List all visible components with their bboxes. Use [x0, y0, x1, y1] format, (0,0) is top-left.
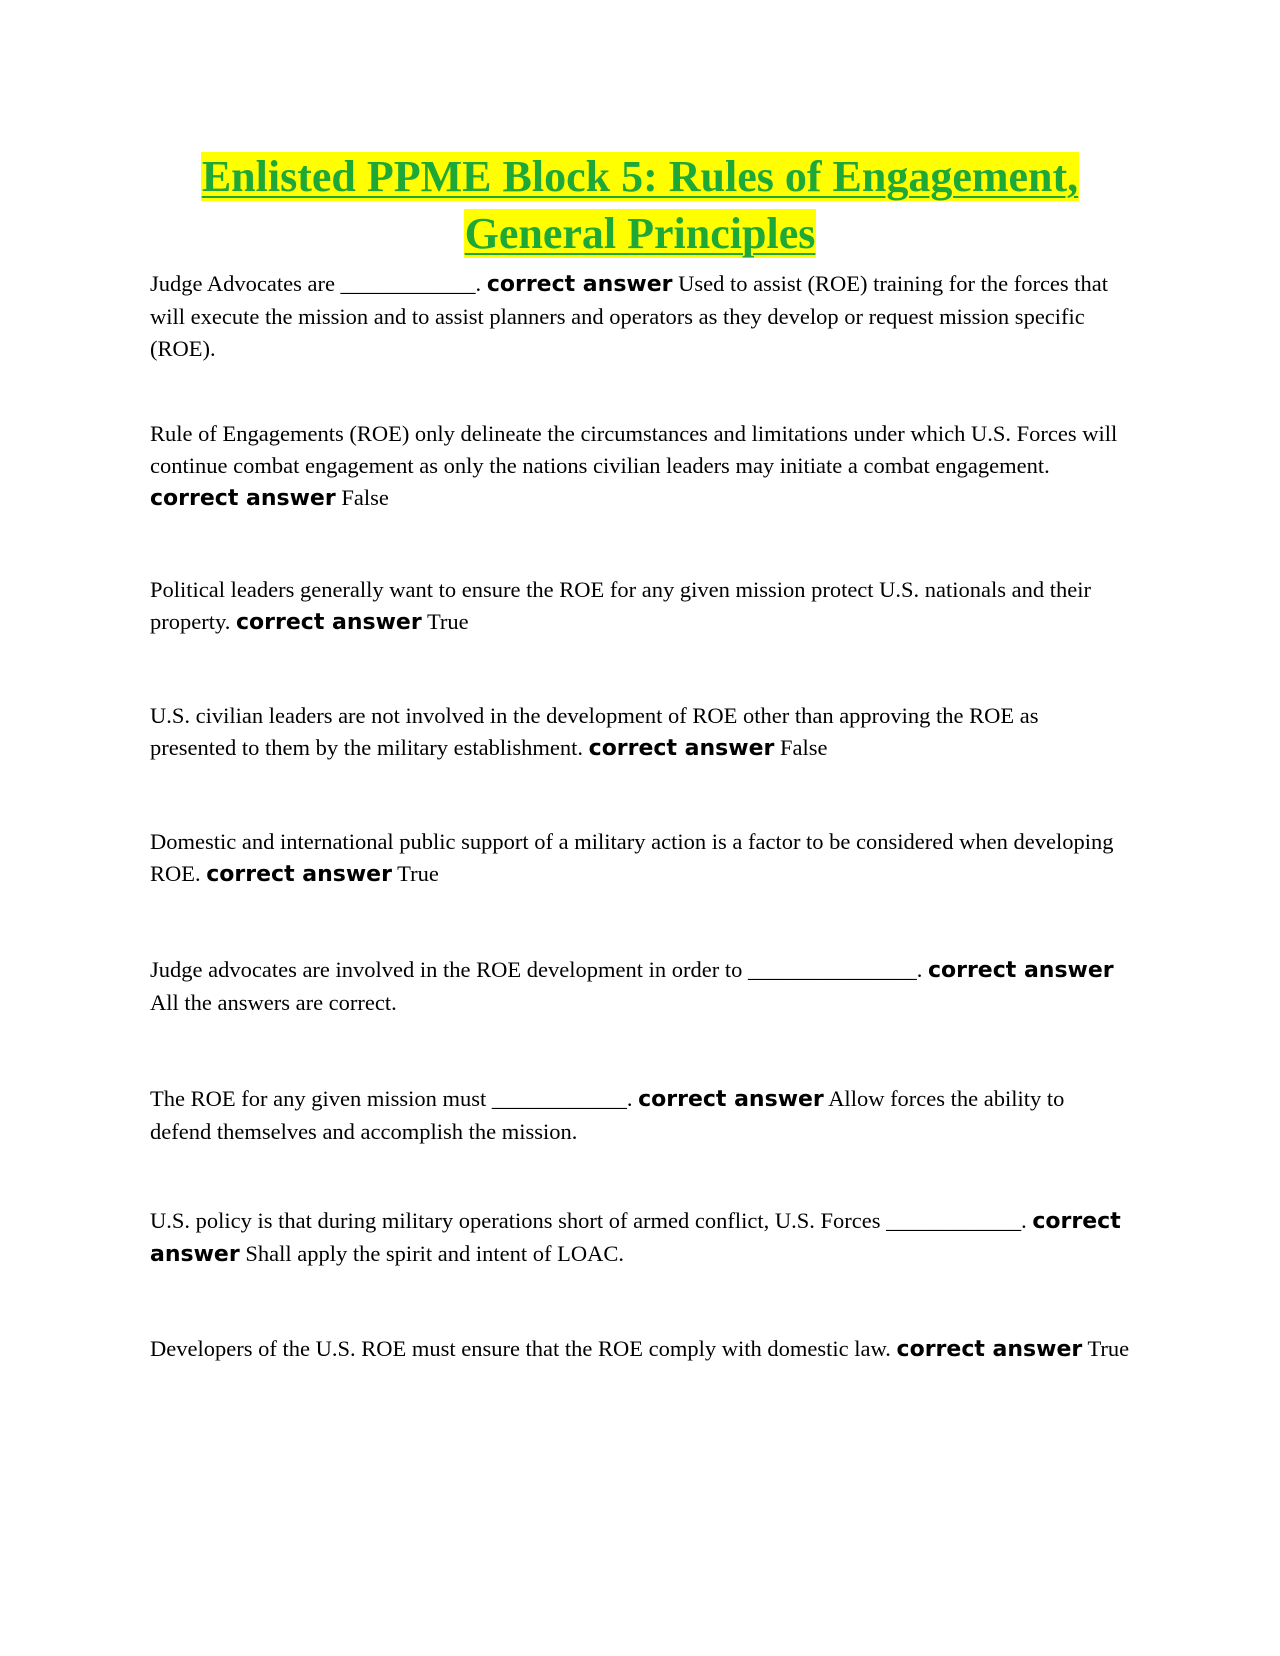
qa-item-2 — [150, 418, 1130, 515]
answer-text: Shall apply the spirit and intent of LOAC. — [245, 1241, 625, 1266]
qa-item-6 — [150, 954, 1130, 1019]
qa-item-3 — [150, 574, 1130, 639]
question-text: Domestic and international public support of a military action is a factor to be considered when developing ROE. — [150, 829, 1114, 886]
answer-text: True — [426, 609, 469, 634]
answer-text: All the answers are correct. — [150, 990, 397, 1015]
correct-answer-label: correct answer — [236, 610, 422, 635]
qa-item-8 — [150, 1205, 1130, 1271]
question-text: U.S. civilian leaders are not involved in the development of ROE other than approving the ROE as presented to them by the military establishment. — [150, 703, 1039, 760]
correct-answer-label: correct answer — [486, 272, 673, 297]
qa-item-7 — [150, 1083, 1130, 1148]
correct-answer-label: correct answer — [588, 736, 775, 761]
answer-text: Allow forces the ability to defend themselves and accomplish the mission. — [150, 1086, 1065, 1144]
correct-answer-label: correct answer — [927, 958, 1114, 983]
question-text: Developers of the U.S. ROE must ensure that the ROE comply with domestic law. — [150, 1336, 891, 1361]
answer-text: True — [397, 861, 439, 886]
answer-text: False — [779, 735, 828, 760]
question-text: U.S. policy is that during military operations short of armed conflict, U.S. Forces ____________. — [150, 1208, 1027, 1233]
question-text: Judge Advocates are ____________. — [150, 271, 482, 296]
qa-item-9 — [150, 1333, 1130, 1366]
correct-answer-label: correct answer — [150, 486, 336, 511]
correct-answer-label: correct answer — [206, 862, 392, 887]
correct-answer-label: correct answer — [150, 1209, 1121, 1267]
page-title — [150, 148, 1130, 262]
answer-text: False — [341, 485, 389, 510]
question-text: Political leaders generally want to ensure the ROE for any given mission protect U.S. nationals and their property. — [150, 577, 1092, 634]
title-line-1: Enlisted PPME Block 5: Rules of Engagement, — [201, 152, 1079, 201]
correct-answer-label: correct answer — [638, 1087, 824, 1112]
question-text: Judge advocates are involved in the ROE development in order to _______________. — [150, 957, 923, 982]
qa-item-4 — [150, 700, 1130, 765]
answer-text: True — [1087, 1336, 1130, 1361]
question-text: The ROE for any given mission must ____________. — [150, 1086, 633, 1111]
question-text: Rule of Engagements (ROE) only delineate the circumstances and limitations under which U.S. Forces will continue combat engagement as only the nations civilian leaders may initiate a combat engagement. — [150, 421, 1118, 478]
qa-item-5 — [150, 826, 1130, 891]
qa-item-1 — [150, 268, 1130, 365]
correct-answer-label: correct answer — [896, 1337, 1083, 1362]
title-line-2: General Principles — [464, 209, 816, 258]
answer-text: Used to assist (ROE) training for the forces that will execute the mission and to assist planners and operators as they develop or request mission specific (ROE). — [150, 271, 1109, 361]
